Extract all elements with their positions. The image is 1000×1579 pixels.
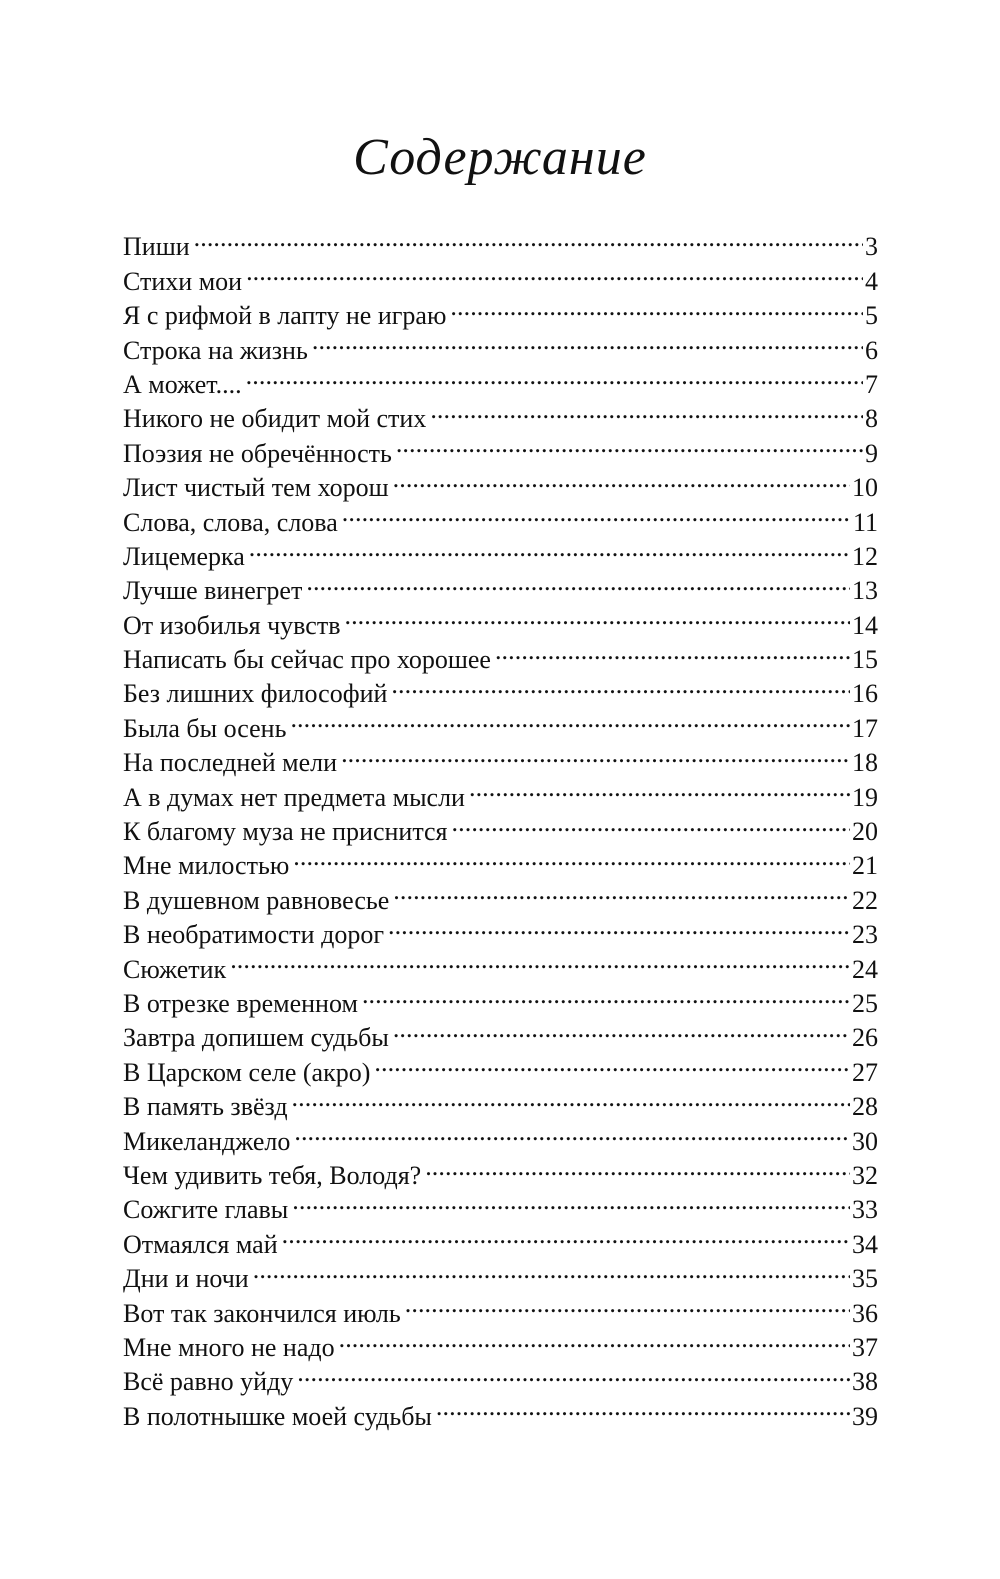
page-title: Содержание [353, 129, 647, 186]
toc-entry-page-number: 17 [852, 713, 878, 743]
dot-leader [342, 496, 851, 530]
toc-entry-title: Мне много не надо [123, 1332, 335, 1362]
dot-leader [282, 1218, 850, 1252]
toc-entry [123, 943, 878, 984]
toc-entry-title: А может.... [123, 369, 242, 399]
toc-entry-title: В память звёзд [123, 1092, 288, 1122]
toc-entry-title: На последней мели [123, 748, 338, 778]
toc-entry-page-number: 30 [852, 1126, 878, 1156]
toc-entry-title: Поэзия не обречённость [123, 438, 392, 468]
toc-entry-title: К благому муза не приснится [123, 817, 448, 847]
toc-entry-page-number: 33 [852, 1195, 878, 1225]
toc-entry-title: Без лишних философий [123, 679, 388, 709]
toc-entry-page-number: 16 [852, 679, 878, 709]
toc-entry-page-number: 14 [852, 610, 878, 640]
toc-entry-title: В полотнышке моей судьбы [123, 1401, 432, 1431]
toc-entry-page-number: 9 [865, 438, 878, 468]
dot-leader [393, 1012, 850, 1046]
toc-entry-page-number: 5 [865, 301, 878, 331]
dot-leader [436, 1390, 850, 1424]
toc-entry-page-number: 36 [852, 1298, 878, 1328]
toc-entry-page-number: 32 [852, 1160, 878, 1190]
toc-entry-title: Микеланджело [123, 1126, 291, 1156]
toc-entry-page-number: 20 [852, 817, 878, 847]
dot-leader [249, 531, 850, 565]
dot-leader [293, 840, 850, 874]
dot-leader [393, 462, 850, 496]
toc-entry-page-number: 18 [852, 748, 878, 778]
dot-leader [425, 1150, 850, 1184]
dot-leader [469, 771, 850, 805]
toc-entry [123, 255, 878, 296]
dot-leader [292, 1184, 850, 1218]
toc-entry-page-number: 38 [852, 1367, 878, 1397]
dot-leader [344, 599, 850, 633]
toc-entry-title: Слова, слова, слова [123, 507, 338, 537]
dot-leader [391, 668, 850, 702]
toc-entry-title: В отрезке временном [123, 988, 358, 1018]
toc-entry-page-number: 37 [852, 1332, 878, 1362]
toc-entry-page-number: 10 [852, 473, 878, 503]
dot-leader [230, 943, 850, 977]
dot-leader [339, 1322, 850, 1356]
dot-leader [405, 1287, 850, 1321]
dot-leader [292, 1081, 850, 1115]
toc-entry-title: Пиши [123, 232, 190, 262]
dot-leader [312, 324, 863, 358]
dot-leader [396, 427, 863, 461]
toc-entry-page-number: 26 [852, 1023, 878, 1053]
toc-entry-title: Сожгите главы [123, 1195, 289, 1225]
dot-leader [294, 1115, 850, 1149]
dot-leader [430, 393, 863, 427]
dot-leader [246, 359, 863, 393]
toc-entry-title: Была бы осень [123, 713, 287, 743]
toc-entry-title: Никого не обидит мой стих [123, 404, 427, 434]
toc-entry-page-number: 34 [852, 1229, 878, 1259]
dot-leader [450, 290, 863, 324]
toc-entry-page-number: 11 [852, 507, 878, 537]
table-of-contents [123, 221, 878, 1431]
toc-entry-page-number: 4 [865, 266, 878, 296]
dot-leader [297, 1356, 850, 1390]
dot-leader [246, 255, 863, 289]
toc-entry-page-number: 21 [852, 851, 878, 881]
toc-entry-page-number: 22 [852, 885, 878, 915]
toc-entry-title: Стихи мои [123, 266, 243, 296]
toc-entry-page-number: 13 [852, 576, 878, 606]
toc-entry-title: В Царском селе (акро) [123, 1057, 371, 1087]
toc-entry-page-number: 35 [852, 1264, 878, 1294]
toc-entry-title: Написать бы сейчас про хорошее [123, 645, 491, 675]
toc-entry-page-number: 39 [852, 1401, 878, 1431]
dot-leader [341, 737, 850, 771]
toc-entry-page-number: 27 [852, 1057, 878, 1087]
dot-leader [194, 221, 863, 255]
toc-entry-title: От изобилья чувств [123, 610, 341, 640]
dot-leader [495, 634, 850, 668]
toc-entry-title: Вот так закончился июль [123, 1298, 401, 1328]
toc-entry-title: В душевном равновесье [123, 885, 390, 915]
toc-entry-page-number: 24 [852, 954, 878, 984]
toc-entry-title: Чем удивить тебя, Володя? [123, 1160, 422, 1190]
dot-leader [388, 909, 850, 943]
toc-entry [123, 221, 878, 262]
toc-entry-page-number: 19 [852, 782, 878, 812]
toc-entry-page-number: 28 [852, 1092, 878, 1122]
toc-entry-page-number: 7 [865, 369, 878, 399]
dot-leader [362, 978, 850, 1012]
toc-entry-title: Дни и ночи [123, 1264, 249, 1294]
toc-entry-title: Я с рифмой в лапту не играю [123, 301, 447, 331]
toc-entry-title: Мне милостью [123, 851, 290, 881]
toc-entry-page-number: 15 [852, 645, 878, 675]
dot-leader [290, 702, 850, 736]
toc-entry-title: Сюжетик [123, 954, 227, 984]
toc-entry-page-number: 23 [852, 920, 878, 950]
toc-entry [123, 978, 878, 1018]
toc-entry-title: Лучше винегрет [123, 576, 303, 606]
dot-leader [374, 1046, 850, 1080]
dot-leader [253, 1253, 850, 1287]
toc-entry-title: Всё равно уйду [123, 1367, 294, 1397]
dot-leader [393, 874, 850, 908]
toc-entry-title: Лист чистый тем хорош [123, 473, 389, 503]
toc-entry-page-number: 25 [852, 988, 878, 1018]
toc-entry-title: Завтра допишем судьбы [123, 1023, 389, 1053]
toc-entry-title: Отмаялся май [123, 1229, 278, 1259]
toc-entry-title: А в думах нет предмета мысли [123, 782, 465, 812]
toc-entry-title: Строка на жизнь [123, 335, 308, 365]
toc-entry-page-number: 6 [865, 335, 878, 365]
dot-leader [452, 806, 850, 840]
toc-entry-title: В необратимости дорог [123, 920, 384, 950]
toc-entry-page-number: 8 [865, 404, 878, 434]
toc-entry-title: Лицемерка [123, 541, 245, 571]
dot-leader [306, 565, 850, 599]
toc-entry-page-number: 3 [865, 232, 878, 262]
toc-entry-page-number: 12 [852, 541, 878, 571]
